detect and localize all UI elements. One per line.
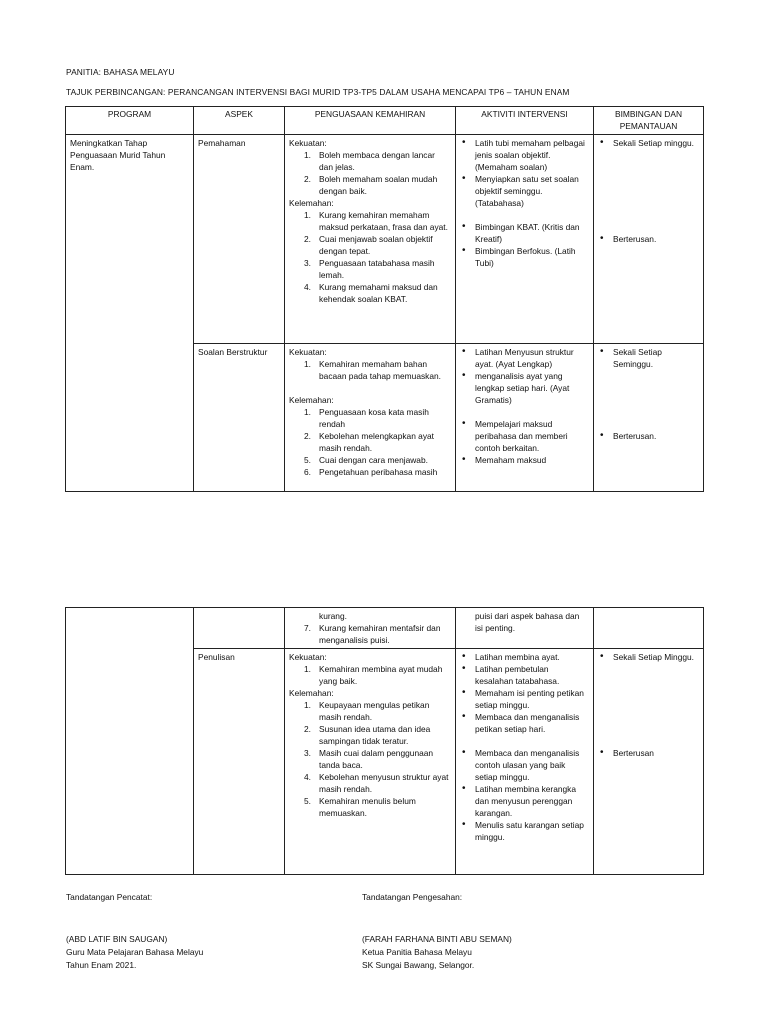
pencatat-block [66, 933, 203, 972]
col-header-aktiviti: AKTIVITI INTERVENSI [456, 107, 594, 135]
col-header-bimbingan: BIMBINGAN DAN PEMANTAUAN [594, 107, 704, 135]
list-item: 4. Kebolehan menyusun struktur ayat masih rendah. [304, 772, 449, 794]
pencatat-role: Guru Mata Pelajaran Bahasa Melayu [66, 947, 204, 957]
col-header-penguasaan: PENGUASAAN KEMAHIRAN [285, 107, 456, 135]
list-item: • menganalisis ayat yang lengkap setiap hari. (Ayat Gramatis) [460, 370, 589, 406]
kelemahan-label: Kelemahan: [289, 198, 334, 208]
kekuatan-label: Kekuatan: [289, 652, 327, 662]
list-item: • Bimbingan KBAT. (Kritis dan Kreatif) [460, 221, 589, 245]
bimbingan-list [598, 137, 699, 245]
continued-text: kurang. [319, 611, 347, 621]
kekuatan-list [289, 149, 451, 197]
list-item: • Sekali Setiap minggu. [598, 137, 699, 149]
kelemahan-label: Kelemahan: [289, 395, 334, 405]
kekuatan-list [289, 358, 451, 382]
bimbingan-list [598, 346, 699, 442]
aktiviti-cell [456, 135, 594, 344]
list-item: • Memaham maksud [460, 454, 589, 466]
penguasaan-cell [285, 608, 456, 649]
panitia-heading: PANITIA: BAHASA MELAYU [66, 67, 175, 77]
list-item: • Berterusan [598, 747, 699, 759]
penguasaan-cell [285, 344, 456, 492]
list-item: • Bimbingan Berfokus. (Latih Tubi) [460, 245, 589, 269]
aktiviti-cell [456, 608, 594, 649]
list-item: 1. Kurang kemahiran memaham maksud perkataan, frasa dan ayat. [304, 210, 448, 232]
bimbingan-cell [594, 608, 704, 649]
penguasaan-cell [285, 135, 456, 344]
table-header-row [66, 107, 704, 135]
aktiviti-cell [456, 344, 594, 492]
kelemahan-label: Kelemahan: [289, 688, 334, 698]
penguasaan-cell [285, 649, 456, 875]
list-item: 5. Cuai dengan cara menjawab. [304, 455, 428, 465]
list-item: 1. Boleh membaca dengan lancar dan jelas. [304, 150, 435, 172]
list-item: • Sekali Setiap Seminggu. [598, 346, 699, 370]
list-item: 1. Kemahiran membina ayat mudah yang baik. [304, 664, 443, 686]
continued-text: puisi dari aspek bahasa dan isi penting. [475, 611, 580, 633]
bimbingan-cell [594, 135, 704, 344]
kelemahan-list [289, 406, 451, 478]
pengesah-school: SK Sungai Bawang, Selangor. [362, 960, 475, 970]
list-item: • Membaca dan menganalisis petikan setiap hari. [460, 711, 589, 735]
list-item: • Sekali Setiap Minggu. [598, 651, 699, 663]
aktiviti-list [460, 346, 589, 466]
table-row [66, 135, 704, 344]
pengesahan-label: Tandatangan Pengesahan: [362, 892, 463, 902]
intervention-table-part2 [65, 607, 704, 875]
list-item: 3. Penguasaan tatabahasa masih lemah. [304, 258, 435, 280]
list-item: • Latihan Menyusun struktur ayat. (Ayat Lengkap) [460, 346, 589, 370]
list-item: 7. Kurang kemahiran mentafsir dan menganalisis puisi. [304, 623, 441, 645]
table-row [66, 608, 704, 649]
bimbingan-cell [594, 344, 704, 492]
list-item: • Berterusan. [598, 233, 699, 245]
list-item: 6. Pengetahuan peribahasa masih [304, 467, 438, 477]
col-header-aspek: ASPEK [194, 107, 285, 135]
list-item: • Mempelajari maksud peribahasa dan memberi contoh berkaitan. [460, 418, 589, 454]
list-item: • Menyiapkan satu set soalan objektif seminggu. (Tatabahasa) [460, 173, 589, 209]
list-item: • Berterusan. [598, 430, 699, 442]
program-cell: Meningkatkan Tahap Penguasaan Murid Tahun Enam. [66, 135, 194, 492]
kekuatan-label: Kekuatan: [289, 138, 327, 148]
kekuatan-list [289, 663, 451, 687]
program-cell [66, 608, 194, 875]
col-header-program: PROGRAM [66, 107, 194, 135]
pengesah-role: Ketua Panitia Bahasa Melayu [362, 947, 472, 957]
aspek-cell: Soalan Berstruktur [194, 344, 285, 492]
aspek-cell [194, 608, 285, 649]
list-item: 5. Kemahiran menulis belum memuaskan. [304, 796, 416, 818]
list-item: 1. Penguasaan kosa kata masih rendah [304, 407, 429, 429]
tajuk-heading: TAJUK PERBINCANGAN: PERANCANGAN INTERVENSI BAGI MURID TP3-TP5 DALAM USAHA MENCAPAI TP6 – TAHUN ENAM [66, 87, 570, 97]
list-item: • Latihan pembetulan kesalahan tatabahasa. [460, 663, 589, 687]
list-item: • Memaham isi penting petikan setiap minggu. [460, 687, 589, 711]
kelemahan-list [289, 622, 451, 646]
intervention-table-part1 [65, 106, 704, 492]
list-item: • Menulis satu karangan setiap minggu. [460, 819, 589, 843]
bimbingan-cell [594, 649, 704, 875]
list-item: 2. Cuai menjawab soalan objektif dengan tepat. [304, 234, 433, 256]
list-item: • Latihan membina kerangka dan menyusun perenggan karangan. [460, 783, 589, 819]
kelemahan-list [289, 209, 451, 305]
bimbingan-list [598, 651, 699, 759]
kekuatan-label: Kekuatan: [289, 347, 327, 357]
aktiviti-cell [456, 649, 594, 875]
pencatat-name: (ABD LATIF BIN SAUGAN) [66, 934, 168, 944]
pengesah-name: (FARAH FARHANA BINTI ABU SEMAN) [362, 934, 512, 944]
pengesah-block [362, 933, 512, 972]
list-item: 2. Susunan idea utama dan idea sampingan tidak teratur. [304, 724, 431, 746]
list-item: • Membaca dan menganalisis contoh ulasan yang baik setiap minggu. [460, 747, 589, 783]
aktiviti-list [460, 651, 589, 843]
pencatat-label: Tandatangan Pencatat: [66, 892, 153, 902]
list-item: 2. Kebolehan melengkapkan ayat masih rendah. [304, 431, 435, 453]
kelemahan-list [289, 699, 451, 819]
list-item: 1. Kemahiran memaham bahan bacaan pada tahap memuaskan. [304, 359, 441, 381]
aktiviti-list [460, 137, 589, 269]
list-item: 3. Masih cuai dalam penggunaan tanda baca. [304, 748, 434, 770]
list-item: 2. Boleh memaham soalan mudah dengan baik. [304, 174, 438, 196]
list-item: 4. Kurang memahami maksud dan kehendak soalan KBAT. [304, 282, 438, 304]
list-item: • Latihan membina ayat. [460, 651, 589, 663]
list-item: • Latih tubi memaham pelbagai jenis soalan objektif. (Memaham soalan) [460, 137, 589, 173]
aspek-cell: Pemahaman [194, 135, 285, 344]
aspek-cell: Penulisan [194, 649, 285, 875]
list-item: 1. Keupayaan mengulas petikan masih rendah. [304, 700, 430, 722]
pencatat-year: Tahun Enam 2021. [66, 960, 137, 970]
